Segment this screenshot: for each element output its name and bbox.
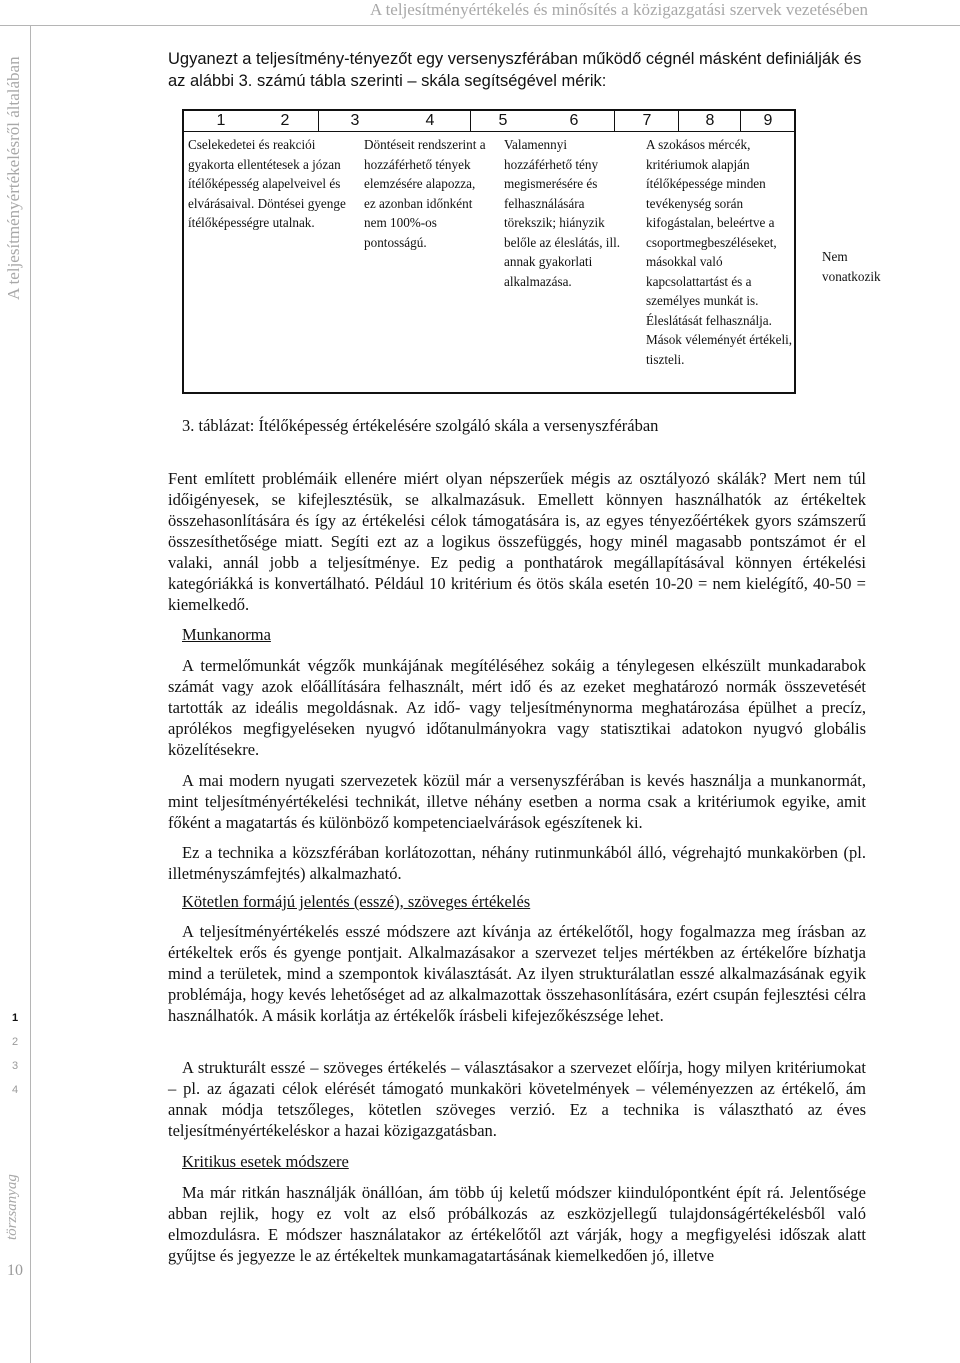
- description-line: kritériumok alapján: [646, 156, 750, 172]
- scale-number: 3: [318, 111, 391, 131]
- scale-number: 6: [569, 112, 579, 129]
- scale-number: 8: [678, 111, 741, 131]
- description-line: Mások véleményét értékeli,: [646, 332, 793, 347]
- description-line: csoportmegbeszéléseket,: [646, 234, 777, 250]
- paragraph-text: Ez a technika a közszférában korlátozottan, néhány rutinmunkából álló, végrehajtó munkakörben (pl. illetményszámfejtés) alkalmazható.: [168, 843, 866, 883]
- paragraph-text: A termelőmunkát végzők munkájának megítéléséhez sokáig a ténylegesen elkészült munkadarabok számát vagy azok előállítására felhasznált, mért idő és az ezeket meghatározó normák összevetését tartották az ideális megoldásnak. Az idő- vagy teljesítménynorma meghatározása épülhet a precíz, aprólékos megfigyeléseken nyugvó időtanulmányokra vagy statisztikai adatokon nyugvó globális közelítésekre.: [168, 656, 866, 759]
- section-heading: Kötetlen formájú jelentés (esszé), szöveges értékelés: [182, 892, 531, 911]
- page-number: 10: [7, 1262, 23, 1279]
- scale-description-2: [364, 135, 486, 252]
- description-line: belőle az éleslátás, ill.: [504, 234, 621, 250]
- paragraph-text: A strukturált esszé – szöveges értékelés – választásakor a szervezet előírja, hogy milyen kritériumokat – pl. az ágazati célok elérését támogató munkaköri követelmények – véleményezzen az értékelő, ám annak módja tetszőleges, kötetlen szöveges verzió. Ez a technika is választható az éves teljesítményértékeléskor a hazai közigazgatásban.: [168, 1058, 866, 1140]
- scale-table: [182, 109, 881, 394]
- scale-description-5: [822, 247, 881, 286]
- paragraph-text: A teljesítményértékelés esszé módszere azt kívánja az értékelőtől, hogy fogalmazza meg írásban az értékeltek erős és gyenge pontjait. Alkalmazásakor a szervezet teljes mértékben az értékelőre bízhatja mind a területek, mind a szempontok kiválasztását. Az ilyen strukturálatlan esszé alkalmazásának egyik problémája, hogy kevés lehetőséget ad az alkalmazottak összehasonlítására, ezért csupán fejlesztési célra használhatók. A másik korlátja az értékelők írásbeli kifejezőkészsége lehet.: [168, 922, 866, 1025]
- chapter-number: 4: [11, 1084, 19, 1096]
- description-line: vonatkozik: [822, 268, 881, 284]
- sidebar-rule: [30, 26, 31, 1363]
- body-paragraph: [168, 842, 866, 884]
- description-line: elemzésére alapozza,: [364, 176, 476, 191]
- description-line: hozzáférhető tény: [504, 156, 599, 172]
- description-line: felhasználására: [504, 195, 585, 211]
- description-line: ez azonban időnként: [364, 195, 473, 211]
- body-paragraph: [168, 770, 866, 833]
- paragraph-text: Fent említett problémáik ellenére miért olyan népszerűek mégis az osztályozó skálák? Mert nem túl időigényesek, se kifejlesztésük, se alkalmazásuk. Emellett könnyen használhatók az értékeltek összehasonlítására és így az értékelési célok támogatására is, az egyes tényezőértékek gyors számszerű összesíthetősége miatt. Segíti ezt az a logikus összefüggés, hogy minél magasabb pontszámot ér el valaki, annál jobb a teljesítménye. Ez pedig a ponthatárok megállapításával könnyen értékelési kategóriákká is konvertálható. Például 10 kritérium és ötös skála esetén 10-20 = nem kielégítő, 40-50 = kiemelkedő.: [168, 469, 866, 614]
- description-line: pontosságú.: [364, 234, 427, 250]
- description-line: hozzáférhető tények: [364, 156, 471, 172]
- scale-number: 5: [470, 111, 535, 131]
- body-paragraph: [168, 1057, 866, 1141]
- body-paragraph: [168, 1182, 866, 1266]
- sidebar-brand: törzsanyag: [4, 1174, 20, 1240]
- scale-number: 4: [425, 112, 435, 129]
- chapter-number: 2: [11, 1036, 19, 1048]
- description-line: A szokásos mércék,: [646, 137, 751, 152]
- description-line: alkalmazása.: [504, 273, 572, 289]
- chapter-number: 3: [11, 1060, 19, 1072]
- body-paragraph: [168, 921, 866, 1026]
- description-line: tevékenység során: [646, 195, 744, 211]
- scale-description-1: [188, 135, 346, 233]
- description-line: Éleslátását felhasználja.: [646, 312, 772, 328]
- sidebar-title: A teljesítményértékelésről általában: [4, 56, 23, 300]
- scale-number: 2: [280, 112, 290, 129]
- table-caption: 3. táblázat: Ítélőképesség értékelésére szolgáló skála a versenyszférában: [182, 416, 659, 435]
- description-line: kapcsolattartást és a: [646, 273, 752, 289]
- body-paragraph: [168, 655, 866, 760]
- description-line: annak gyakorlati: [504, 254, 593, 269]
- description-line: kifogástalan, beleértve a: [646, 215, 775, 230]
- header-rule: [0, 25, 960, 26]
- description-line: ítélőképességre utalnak.: [188, 215, 315, 230]
- description-line: tiszteli.: [646, 351, 685, 367]
- running-header-title: A teljesítményértékelés és minősítés a közigazgatási szervek vezetésében: [370, 0, 868, 19]
- description-line: Nem: [822, 249, 848, 264]
- description-line: Cselekedetei és reakciói: [188, 137, 316, 152]
- scale-description-3: [504, 135, 620, 291]
- description-line: elvárásaival. Döntései gyenge: [188, 195, 346, 211]
- description-line: gyakorta ellentétesek a józan: [188, 156, 341, 172]
- scale-number: 9: [740, 111, 795, 131]
- scale-number: 1: [216, 112, 226, 129]
- paragraph-text: Ma már ritkán használják önállóan, ám több új keletű módszer kiindulópontként épít rá. Jelentősége abban rejlik, hogy ez volt az első próbálkozás az eszközjellegű tulajdonságértékelésből való elmozdulásra. E módszer használatakor az értékelőtől azt várják, hogy a megfigyelési időszak alatt gyűjtse és jegyezze le az értékeltek munkamagatartásának kiemelkedően jó, illetve: [168, 1183, 866, 1265]
- description-line: megismerésére és: [504, 176, 598, 191]
- description-line: Döntéseit rendszerint a: [364, 137, 486, 152]
- description-line: személyes munkát is.: [646, 293, 759, 308]
- description-line: Valamennyi: [504, 137, 567, 152]
- description-line: ítélőképessége minden: [646, 176, 766, 191]
- sidebar-title-wrap: [4, 56, 26, 320]
- body-paragraph: [168, 468, 866, 615]
- intro-paragraph: Ugyanezt a teljesítmény-tényezőt egy versenyszférában működő cégnél másként definiálják és az alábbi 3. számú tábla szerinti – skála segítségével mérik:: [168, 50, 862, 90]
- chapter-number-active: 1: [11, 1012, 19, 1024]
- scale-description-4: [646, 135, 792, 369]
- description-line: nem 100%-os: [364, 215, 437, 230]
- running-header: [0, 0, 960, 24]
- scale-number-row: [184, 111, 794, 132]
- chapter-index: [8, 1006, 22, 1102]
- section-heading: Munkanorma: [182, 625, 271, 644]
- description-line: ítélőképesség alapelveivel és: [188, 176, 341, 191]
- scale-number: 7: [614, 111, 679, 131]
- paragraph-text: A mai modern nyugati szervezetek közül már a versenyszférában is kevés használja a munkanormát, mint teljesítményértékelési technikát, illetve néhány esetben a norma csak a kritériumok egyike, amit főként a magatartás és különböző kompetenciaelvárások egészítenek ki.: [168, 771, 866, 832]
- section-heading: Kritikus esetek módszere: [182, 1152, 349, 1171]
- description-line: törekszik; hiányzik: [504, 215, 605, 230]
- description-line: másokkal való: [646, 254, 723, 269]
